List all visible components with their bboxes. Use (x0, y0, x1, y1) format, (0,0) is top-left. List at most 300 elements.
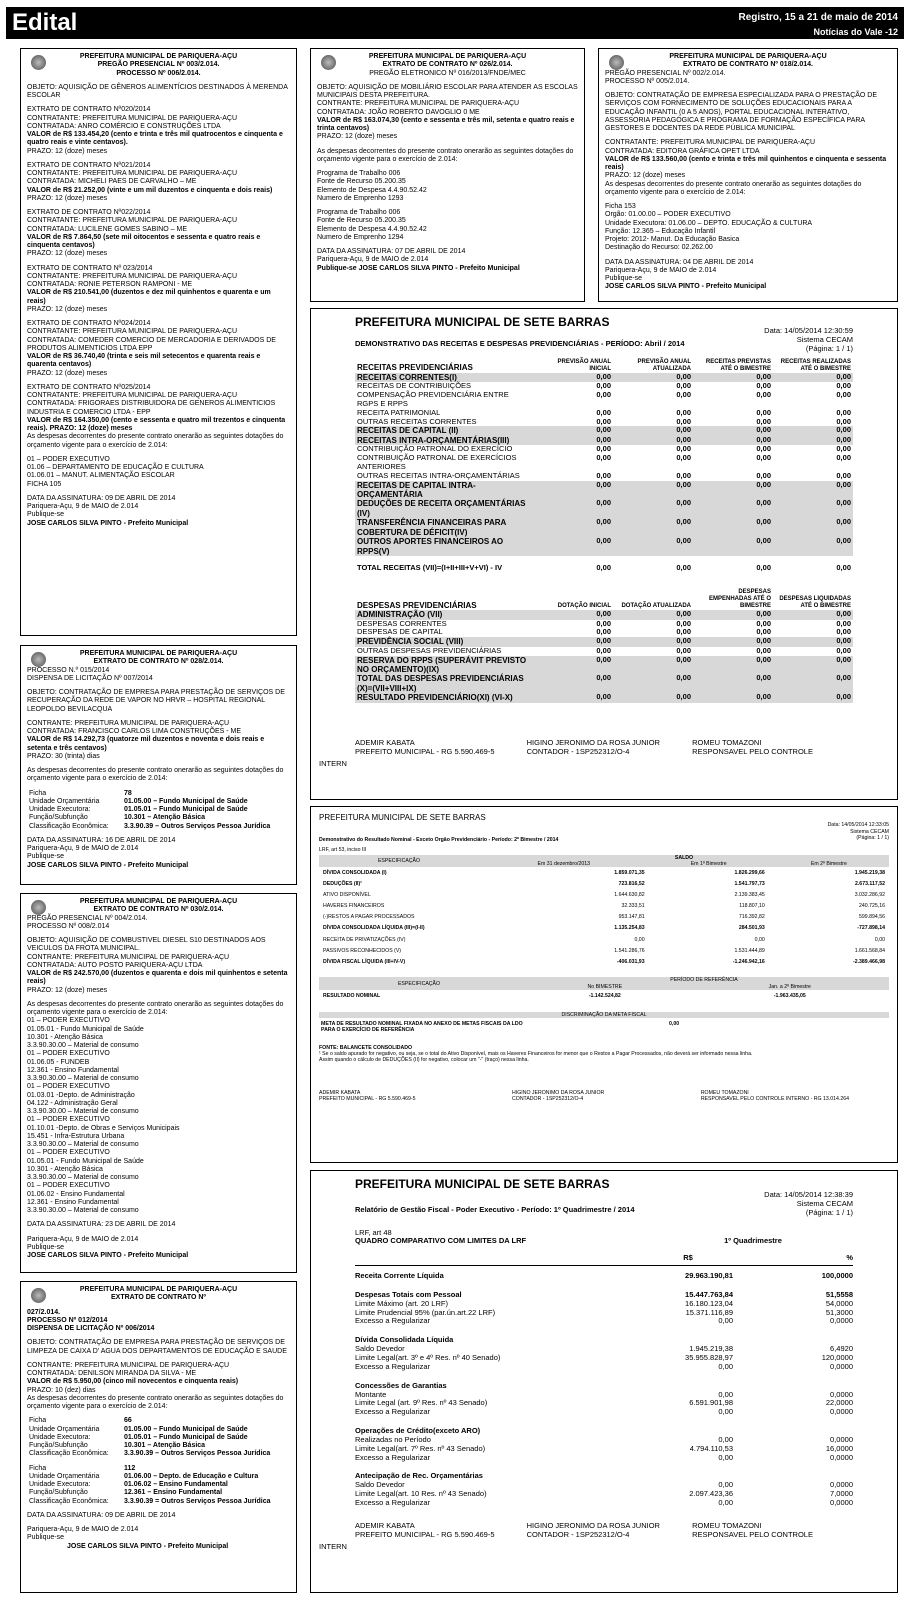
row-label: RECEITAS DE CONTRIBUIÇÕES (357, 381, 472, 391)
signature-date: DATA DA ASSINATURA: 09 DE ABRIL DE 2014 (27, 494, 176, 502)
place-date: Pariquera-Açu, 9 de MAIO de 2.014 (27, 845, 139, 852)
cell-value: 0,00 (596, 636, 611, 646)
cell-value: 0,00 (756, 618, 771, 628)
signatory-name: HIGINO JERONIMO DA ROSA JUNIOR (512, 1089, 605, 1096)
group-heading (355, 1336, 853, 1345)
cell-value (623, 1472, 733, 1481)
cell-value: -1.142.524,82 (588, 992, 621, 999)
signatory-role: RESPONSAVEL PELO CONTROLE (692, 746, 813, 756)
dotation-value: 3.3.90.39 – Outros Serviços Pessoa Jurídica (124, 822, 271, 830)
notice-text: As despesas decorrentes do presente contrato onerarão as seguintes dotações do orçamento vigente para o exercício de 2.014: (605, 180, 862, 196)
dotation-line: 3.3.90.30.00 – Material de consumo (27, 1108, 139, 1115)
column-header: RECEITAS PREVISTAS ATÉ O BIMESTRE (705, 358, 771, 372)
notice-text: CONTRANTE: PREFEITURA MUNICIPAL DE PARIQUERA-AÇU (27, 1361, 230, 1369)
dotation-key: Unidade Orçamentária (29, 1425, 100, 1433)
page-number: Notícias do Vale -12 (813, 27, 898, 37)
notice-org: PREFEITURA MUNICIPAL DE PARIQUERA-AÇU (79, 650, 238, 657)
row-label: Dívida Consolidada Líquida (355, 1335, 454, 1345)
row-label: DÍVIDA CONSOLIDADA LÍQUIDA (III)=(I-II) (323, 925, 425, 932)
row-label: Limite Legal(art. 3º e 4º Res. nº 40 Senado) (355, 1352, 501, 1362)
notice-contract-028 (20, 645, 297, 885)
row-label: Montante (355, 1389, 387, 1399)
cell-value: 0,00 (676, 627, 691, 637)
report-title: PREFEITURA MUNICIPAL DE SETE BARRAS (355, 315, 610, 329)
table-row (355, 499, 853, 518)
column-header: ESPECIFICAÇÃO (397, 980, 441, 987)
row-label: META DE RESULTADO NOMINAL FIXADA NO ANEXO DE METAS FISCAIS DA LDO PARA O EXERCÍCIO DE REFERÊNCIA (321, 1020, 523, 1034)
notice-contract-018 (598, 48, 898, 302)
table-row (355, 1408, 853, 1417)
signature-date: DATA DA ASSINATURA: 09 DE ABRIL DE 2014 (27, 1511, 176, 1519)
row-label: DESPESAS CORRENTES (357, 618, 447, 628)
table-row (319, 912, 889, 923)
report-subtitle: DEMONSTRATIVO DAS RECEITAS E DESPESAS PREVIDENCIÁRIAS - PERÍODO: Abril / 2014 (355, 338, 685, 348)
contract-heading: EXTRATO DE CONTRATO Nº022/2014 (27, 209, 151, 216)
notice-sub: PREGÃO PRESENCIAL Nº 003/2.014. (97, 61, 220, 69)
group-heading (355, 1472, 853, 1481)
place-date: Pariquera-Açu, 9 de MAIO de 2.014 (317, 256, 429, 264)
notice-sub: PROCESSO N.º 015/2014 (27, 666, 110, 674)
publish-note: Publique-se (27, 1243, 64, 1251)
row-label: RESULTADO PREVIDENCIÁRIO(XI) (VI-X) (357, 693, 513, 703)
row-label: RECEITAS DE CAPITAL INTRA-ORÇAMENTÁRIA (357, 480, 476, 500)
dotation-line: Programa de Trabalho 006 (317, 209, 401, 216)
table-header (355, 589, 853, 610)
cell-value: 0,00 (718, 1480, 733, 1490)
cell-value: 0,00 (756, 536, 771, 546)
contract-party: CONTRATADA: ANRO COMÉRCIO E CONSTRUÇÕES LTDA (27, 122, 221, 130)
dotation-line: 12.361 - Ensino Fundamental (27, 1066, 119, 1074)
dotation-value: 10.301 – Atenção Básica (124, 814, 206, 822)
dotation-line: 01 – PODER EXECUTIVO (27, 1017, 110, 1025)
cell-value: 118.807,10 (739, 903, 765, 910)
cell-value: 35.955.828,97 (685, 1352, 733, 1362)
dotation-value: 3.3.90.39 = Outros Serviços Pessoa Jurídica (124, 1497, 271, 1505)
dotation-line: 3.3.90.30.00 – Material de consumo (27, 1075, 139, 1082)
footnote: Assim quando o cálculo de DEDUÇÕES (II) for negativo, colocar um "-" (traço) nessa linha. (319, 1057, 529, 1064)
cell-value: 0,00 (836, 381, 851, 391)
dotation-row (27, 806, 290, 814)
dotation-line: 01.06.01 – MANUT. ALIMENTAÇÃO ESCOLAR (27, 472, 175, 480)
signature-date: DATA DA ASSINATURA: 23 DE ABRIL DE 2014 (27, 1221, 176, 1229)
notice-object: OBJETO: CONTRATAÇÃO DE EMPRESA ESPECIALIZADA PARA O PRESTAÇÃO DE SERVIÇOS COM FORNECIMENTO DE SOLUÇÕES EDUCACIONAIS PARA A EDUCAÇÃO INFANTIL (0 A 5 ANOS), PORTAL EDUCACIONAL INTERATIVO, ASSESSORIA PEDAGÓGICA E PROGRAMA DE FORMAÇÃO ESPECÍFICA PARA GESTORES E DOCENTES DA REDE PÚBLICA MUNICIPAL (605, 92, 878, 132)
cell-value: 0,00 (836, 498, 851, 508)
col-pct: % (846, 1253, 853, 1263)
row-label: Limite Máximo (art. 20 LRF) (355, 1298, 448, 1308)
contract-party: CONTRATANTE: PREFEITURA MUNICIPAL DE PARIQUERA-AÇU (27, 170, 238, 177)
cell-value: 1.644.630,82 (614, 892, 645, 899)
column-header: DESPESAS EMPENHADAS ATÉ O BIMESTRE (708, 588, 771, 610)
cell-value: 0,00 (836, 389, 851, 399)
contract-heading: EXTRATO DE CONTRATO Nº024/2014 (27, 320, 151, 327)
signatory (527, 739, 660, 757)
notice-sub: PROCESSO Nº 012/2014 (27, 1316, 108, 1324)
meta-table (319, 1012, 889, 1033)
fonte-note: FONTE: BALANCETE CONSOLIDADO (319, 1045, 413, 1052)
signature: JOSE CARLOS SILVA PINTO - Prefeito Municipal (27, 861, 189, 869)
table-row (355, 518, 853, 537)
place-date: Pariquera-Açu, 9 de MAIO de 2.014 (605, 266, 717, 274)
signatory-role: PREFEITO MUNICIPAL - RG 5.590.469-5 (319, 1095, 416, 1102)
column-header: PREVISÃO ANUAL INICIAL (557, 358, 611, 372)
dotation-line: 01.06 – DEPARTAMENTO DE EDUCAÇÃO E CULTURA (27, 464, 204, 471)
cell-value: 2.139.383,45 (734, 892, 765, 899)
cell-value: 54,0000 (825, 1298, 853, 1308)
table-row (355, 1363, 853, 1372)
contract-party: CONTRATADA: COMEDER COMERCIO DE MERCADORIA E DERIVADOS DE PRODUTOS ALIMENTICIOS LTDA EPP (27, 336, 276, 352)
row-label: ADMINISTRAÇÃO (VII) (357, 610, 443, 620)
dotation-value: 66 (124, 1417, 132, 1425)
contract-value: VALOR de R$ 133.454,20 (cento e trinta e três mil quatrocentos e cinquenta e quatro reais e vinte centavos). (27, 131, 283, 147)
row-label: Excesso a Regularizar (355, 1497, 431, 1507)
total-label: TOTAL RECEITAS (VII)=(I+II+III+V+VI) - IV (357, 563, 503, 573)
dotation-line: 01 – PODER EXECUTIVO (27, 455, 110, 463)
row-label: Limite Legal(art. 7º Res. nº 43 Senado) (355, 1443, 486, 1453)
dotation-key: Classificação Econômica: (29, 1497, 109, 1505)
cell-value: 0,00 (836, 434, 851, 444)
notice-sub: EXTRATO DE CONTRATO Nº 030/2.014. (93, 906, 224, 914)
dotation-key: Ficha (29, 1464, 47, 1472)
contract-term: PRAZO: 12 (doze) meses (27, 369, 108, 377)
notice-sub: DISPENSA DE LICITAÇÃO Nº 007/2014 (27, 674, 153, 682)
dotation-row (27, 790, 290, 798)
report-meta-line: Data: 14/05/2014 12:30:59 (764, 326, 853, 336)
row-label: Antecipação de Rec. Orçamentárias (355, 1471, 483, 1481)
cell-value: 0,00 (596, 645, 611, 655)
dotation-key: Classificação Econômica: (29, 822, 109, 830)
signature-block (319, 1090, 889, 1102)
cell-value: 0,00 (756, 517, 771, 527)
quadro-title: QUADRO COMPARATIVO COM LIMITES DA LRF (355, 1236, 527, 1246)
cell-value: 1.531.444,89 (734, 947, 765, 954)
notice-value: VALOR de R$ 133.560,00 (cento e trinta e três mil quinhentos e cinquenta e sessenta reais) (605, 155, 887, 171)
dotation-key: Unidade Executora: (29, 1433, 91, 1441)
row-label: RECEITAS DE CAPITAL (II) (357, 426, 459, 436)
column-header: No BIMESTRE (587, 983, 623, 990)
notice-text: As despesas decorrentes do presente contrato onerarão as seguintes dotações do orçamento vigente para o exercício de 2.014: (27, 1000, 284, 1016)
publish-note: Publique-se (605, 275, 642, 282)
column-header: Jan. a 2º Bimestre (768, 983, 811, 990)
cell-value: 0,00 (596, 673, 611, 683)
notice-sub: PREGÃO ELETRONICO Nº 016/2013/FNDE/MEC (369, 69, 526, 77)
contract-party: CONTRATANTE: PREFEITURA MUNICIPAL DE PARIQUERA-AÇU (27, 392, 238, 399)
dotation-line: 01.10.01 -Depto. de Obras e Serviços Municipais (27, 1124, 180, 1132)
column-header: PREVISÃO ANUAL ATUALIZADA (637, 358, 691, 372)
row-label: OUTROS APORTES FINANCEIROS AO RPPS(V) (357, 537, 504, 556)
signature-date: DATA DA ASSINATURA: 07 DE ABRIL DE 2014 (317, 248, 466, 255)
cell-value: 723.816,52 (618, 880, 645, 887)
signatory-name: ROMEU TOMAZONI (692, 1520, 762, 1530)
coat-of-arms-icon (321, 55, 336, 70)
dotation-line: Destinação do Recurso: 02.262.00 (605, 244, 713, 252)
notice-org: PREFEITURA MUNICIPAL DE PARIQUERA-AÇU (669, 53, 827, 60)
notice-sub: PREGÃO PRESENCIAL Nº 002/2.014. (605, 69, 726, 77)
cell-value: 0,00 (676, 517, 691, 527)
cell-value: 0,00 (836, 371, 851, 381)
dotation-line: 15.451 - Infra-Estrutura Urbana (27, 1132, 125, 1140)
page-header (6, 7, 904, 39)
dotation-table (27, 790, 290, 831)
signatory-role: CONTADOR - 1SP252312/O-4 (526, 746, 630, 756)
contract-value: VALOR de R$ 164.350,00 (cento e sessenta e quatro mil trezentos e cinquenta reais). PRAZO: 12 (doze) meses (27, 416, 286, 432)
contract-party: CONTRATADA: LUCILENE GOMES SABINO – ME (27, 225, 187, 233)
cell-value: 29.963.190,81 (685, 1271, 733, 1281)
cell-value: 0,00 (836, 692, 851, 702)
notice-org: PREFEITURA MUNICIPAL DE PARIQUERA-AÇU (79, 898, 238, 905)
cell-value: 0,00 (836, 453, 851, 463)
cell-value: 0,00 (756, 645, 771, 655)
cell-value: 0,00 (718, 1316, 733, 1326)
contract-value: VALOR de R$ 210.541,00 (duzentos e dez mil quinhentos e quarenta e um reais) (27, 289, 271, 305)
cell-value: 0,00 (676, 618, 691, 628)
cell-value: 2.673.117,52 (854, 880, 885, 887)
cell-value: 1.945.219,38 (854, 869, 885, 876)
column-header: DESPESAS PREVIDENCIÁRIAS (357, 600, 477, 610)
cell-value: 0,00 (756, 479, 771, 489)
dotation-value: 10.301 – Atenção Básica (124, 1442, 206, 1449)
signatory-role: PREFEITO MUNICIPAL - RG 5.590.469-5 (355, 746, 495, 756)
cell-value: 0,00 (676, 407, 691, 417)
dotation-line: 04.122 - Administração Geral (27, 1099, 118, 1107)
cell-value: 0,00 (596, 389, 611, 399)
signature-block (355, 739, 853, 757)
cell-value: 0,00 (676, 434, 691, 444)
table-row (319, 878, 889, 889)
intern-text: INTERN (319, 1542, 347, 1552)
dotation-key: Ficha (29, 1417, 47, 1425)
dotation-line: 3.3.90.30.00 – Material de consumo (27, 1174, 139, 1181)
dotation-line: 01.05.01 - Fundo Municipal de Saúde (27, 1025, 144, 1033)
cell-value: 0,00 (676, 692, 691, 702)
receitas-table (355, 359, 853, 573)
dotation-row (27, 1473, 290, 1481)
contract-party: CONTRATADA: RONIE PETERSON RAMPONI - ME (27, 281, 193, 288)
cell-value: 0,00 (596, 517, 611, 527)
cell-value: 0,00 (596, 444, 611, 454)
table-row (355, 1499, 853, 1508)
dotation-value: 78 (124, 789, 132, 797)
cell-value: 0,00 (676, 636, 691, 646)
notice-sub: PROCESSO Nº 005/2.014. (605, 77, 690, 85)
notice-value: VALOR de R$ 163.074,30 (cento e sessenta e três mil, setenta e quatro reais e trinta centavos) (317, 116, 575, 132)
cell-value: 0,00 (676, 425, 691, 435)
cell-value: 0,00 (756, 434, 771, 444)
notice-contract-027 (20, 1281, 297, 1593)
cell-value (623, 1427, 733, 1436)
report-subtitle: Demonstrativo do Resultado Nominal - Exceto Orgão Previdenciário - Período: 2º Bimestre / 2014 (319, 836, 559, 843)
cell-value: 716.392,82 (738, 914, 765, 921)
cell-value: -406.031,93 (616, 958, 645, 965)
cell-value: 0,0000 (830, 1452, 853, 1462)
notice-text: CONTRANTE: PREFEITURA MUNICIPAL DE PARIQUERA-AÇU (317, 100, 520, 108)
table-row (355, 481, 853, 500)
notice-contract-026 (310, 48, 585, 302)
cell-value: 240.725,16 (859, 903, 885, 910)
table-row (319, 990, 889, 1002)
dotation-line: Numero de Emprenho 1293 (317, 194, 404, 202)
report-subtitle: Relatório de Gestão Fiscal - Poder Executivo - Período: 1º Quadrimestre / 2014 (355, 1204, 635, 1214)
notice-sub: PROCESSO Nº 006/2.014. (116, 69, 201, 77)
cell-value: 120,0000 (821, 1352, 853, 1362)
cell-value: 953.147,81 (618, 914, 645, 921)
contract-value: VALOR de R$ 36.740,40 (trinta e seis mil setecentos e quarenta reais e quarenta centavos) (27, 353, 261, 369)
dotation-line: FICHA 105 (27, 480, 62, 488)
cell-value: 1.945.219,38 (689, 1344, 733, 1354)
report-meta-line: Data: 14/05/2014 12:38:39 (764, 1190, 853, 1200)
dotation-line: 3.3.90.30.00 – Material de consumo (27, 1042, 139, 1049)
total-value: 0,00 (596, 563, 611, 573)
row-label: RECEITA PATRIMONIAL (357, 407, 441, 417)
publish-note: Publique-se (27, 511, 64, 519)
notice-value: VALOR de R$ 242.570,00 (duzentos e quarenta e dois mil quinhentos e setenta reais) (27, 970, 288, 986)
row-label: Realizadas no Período (355, 1434, 431, 1444)
dotation-value: 12.361 – Ensino Fundamental (124, 1489, 223, 1497)
cell-value: 0,00 (676, 654, 691, 664)
row-label: RECEITA DE PRIVATIZAÇÕES (IV) (323, 936, 406, 943)
col-rs: R$ (683, 1253, 693, 1263)
signatory (512, 1090, 604, 1102)
notice-contract-030 (20, 893, 297, 1273)
table-row (319, 890, 889, 901)
dotation-line: 3.3.90.30.00 – Material de consumo (27, 1141, 139, 1148)
report-meta-line: Data: 14/05/2014 12:33:05 (827, 822, 889, 829)
cell-value: 2.097.423,36 (689, 1489, 733, 1499)
contract-heading: EXTRATO DE CONTRATO Nº025/2014 (27, 383, 151, 391)
cell-value: 0,00 (596, 470, 611, 480)
row-label: Excesso a Regularizar (355, 1452, 431, 1462)
table-row (355, 674, 853, 693)
cell-value: 0,00 (676, 470, 691, 480)
dotation-line: Ficha 153 (605, 203, 636, 210)
cell-value: 0,00 (836, 517, 851, 527)
cell-value: 284.501,93 (738, 925, 765, 932)
cell-value: 0,00 (676, 479, 691, 489)
dotation-row (27, 1417, 290, 1425)
dotation-line: Unidade Executora: 01.06.00 – DEPTO. EDUCAÇÃO & CULTURA (605, 219, 813, 227)
cell-value: 0,00 (756, 673, 771, 683)
table-row (319, 1018, 889, 1033)
table-row (319, 901, 889, 912)
column-header: DISCRIMINAÇÃO DA META FISCAL (561, 1011, 647, 1018)
contract-party: CONTRATANTE: PREFEITURA MUNICIPAL DE PARIQUERA-AÇU (27, 114, 238, 122)
dotation-list (605, 203, 891, 253)
cell-value: 0,00 (836, 536, 851, 546)
dotation-line: 01.05.01 - Fundo Municipal de Saúde (27, 1157, 144, 1165)
notice-sub: 027/2.014. (27, 1308, 61, 1316)
table-row (319, 956, 889, 967)
notice-text: CONTRANTE: PREFEITURA MUNICIPAL DE PARIQUERA-AÇU (27, 719, 230, 727)
cell-value: 0,00 (756, 498, 771, 508)
notice-value: VALOR de R$ 14.292,73 (quatorze mil duzentos e noventa e dois reais e setenta e três centavos) (27, 736, 265, 752)
notice-org: PREFEITURA MUNICIPAL DE PARIQUERA-AÇU (368, 53, 527, 60)
signatory-name: ADEMIR KABATA (355, 1520, 415, 1530)
cell-value: 0,00 (756, 654, 771, 664)
cell-value: 0,00 (596, 416, 611, 426)
cell-value: 0,00 (836, 479, 851, 489)
cell-value: 3.032.286,92 (854, 892, 885, 899)
row-label: HAVERES FINANCEIROS (323, 903, 385, 910)
cell-value: 16.180.123,04 (685, 1298, 733, 1308)
table-row (355, 391, 853, 409)
cell-value: 0,00 (676, 609, 691, 619)
contract-term: PRAZO: 12 (doze) meses (27, 305, 108, 313)
cell-value: 1.859.071,35 (614, 869, 645, 876)
report-title: PREFEITURA MUNICIPAL DE SETE BARRAS (319, 813, 486, 822)
contract-party: CONTRATANTE: PREFEITURA MUNICIPAL DE PARIQUERA-AÇU (27, 272, 238, 280)
signatory-name: ROMEU TOMAZONI (700, 1089, 749, 1096)
report-title: PREFEITURA MUNICIPAL DE SETE BARRAS (355, 1177, 610, 1191)
cell-value: 0,0000 (830, 1407, 853, 1417)
cell-value: 0,00 (718, 1407, 733, 1417)
column-header: Em 2º Bimestre (810, 861, 847, 868)
row-label: RESULTADO NOMINAL (323, 992, 381, 999)
cell-value: 0,00 (596, 536, 611, 546)
cell-value: 0,00 (836, 609, 851, 619)
cell-value: 0,00 (676, 645, 691, 655)
cell-value: 0,0000 (830, 1361, 853, 1371)
dotation-row (27, 1434, 290, 1442)
place-date: Pariquera-Açu, 9 de MAIO de 2.014 (27, 503, 139, 510)
signatory-role: CONTADOR - 1SP252312/O-4 (526, 1529, 630, 1539)
notice-org: PREFEITURA MUNICIPAL DE PARIQUERA-AÇU (79, 1286, 238, 1293)
cell-value: -1.963.435,05 (773, 992, 806, 999)
cell-value: 0,00 (756, 416, 771, 426)
table-row (319, 945, 889, 956)
contract-heading: EXTRATO DE CONTRATO Nº021/2014 (27, 161, 151, 169)
report-meta-line: (Página: 1 / 1) (856, 834, 889, 841)
dotation-line: Elemento de Despesa 4.4.90.52.42 (317, 186, 427, 194)
dotation-key: Unidade Orçamentária (29, 1472, 100, 1480)
column-header: DOTAÇÃO ATUALIZADA (621, 603, 691, 610)
notice-sub: PREGÃO PRESENCIAL Nº 004/2.014. (27, 914, 148, 922)
notice-text: CONTRATADA: AUTO POSTO PARIQUERA-AÇU LTDA (27, 961, 203, 969)
contract-heading: EXTRATO DE CONTRATO Nº 023/2014 (27, 264, 153, 272)
total-row (355, 556, 853, 573)
cell-value: 51,5558 (825, 1289, 853, 1299)
cell-value: 0,00 (596, 453, 611, 463)
signatory (319, 1090, 415, 1102)
row-label: RECEITAS CORRENTES(I) (357, 372, 457, 382)
dotation-row (27, 1442, 290, 1450)
cell-value: 0,00 (836, 444, 851, 454)
table-row (355, 454, 853, 472)
table-row (355, 537, 853, 556)
dotation-list (27, 1017, 290, 1215)
signature-block (355, 1522, 853, 1540)
row-label: Limite Prudencial 95% (par.ún.art.22 LRF) (355, 1307, 496, 1317)
signature: JOSE CARLOS SILVA PINTO - Prefeito Municipal (605, 283, 767, 291)
row-label: DEDUÇÕES (II)¹ (323, 880, 362, 887)
cell-value: 0,00 (676, 381, 691, 391)
signatory-role: PREFEITO MUNICIPAL - RG 5.590.469-5 (355, 1529, 495, 1539)
dotation-value: 3.3.90.39 – Outros Serviços Pessoa Jurídica (124, 1450, 271, 1458)
row-label: Operações de Crédito(exceto ARO) (355, 1426, 481, 1436)
coat-of-arms-icon (609, 55, 624, 70)
notice-text: PRAZO: 10 (dez) dias (27, 1386, 96, 1394)
dotation-line: Função: 12.365 – Educação Infantil (605, 227, 716, 235)
row-label: DEDUÇÕES DE RECEITA ORÇAMENTÁRIAS (IV) (357, 499, 526, 518)
despesas-table (355, 589, 853, 703)
place-date: Pariquera-Açu, 9 de MAIO de 2.014 (27, 1235, 139, 1243)
lrf-table (355, 1272, 853, 1508)
contract-party: CONTRATADA: FRIGORAES DISTRIBUIDORA DE GENEROS ALIMENTICIOS INDUSTRIA E COMERCIO LTDA - EPP (27, 400, 276, 416)
dotation-key: Classificação Econômica: (29, 1450, 109, 1458)
dotation-value: 01.05.01 – Fundo Municipal de Saúde (124, 806, 248, 813)
report-resultado-nominal (310, 806, 898, 1163)
signatory (692, 739, 813, 757)
dotation-line: Projeto: 2012- Manut. Da Educação Basica (605, 236, 740, 243)
row-label: Excesso a Regularizar (355, 1361, 431, 1371)
